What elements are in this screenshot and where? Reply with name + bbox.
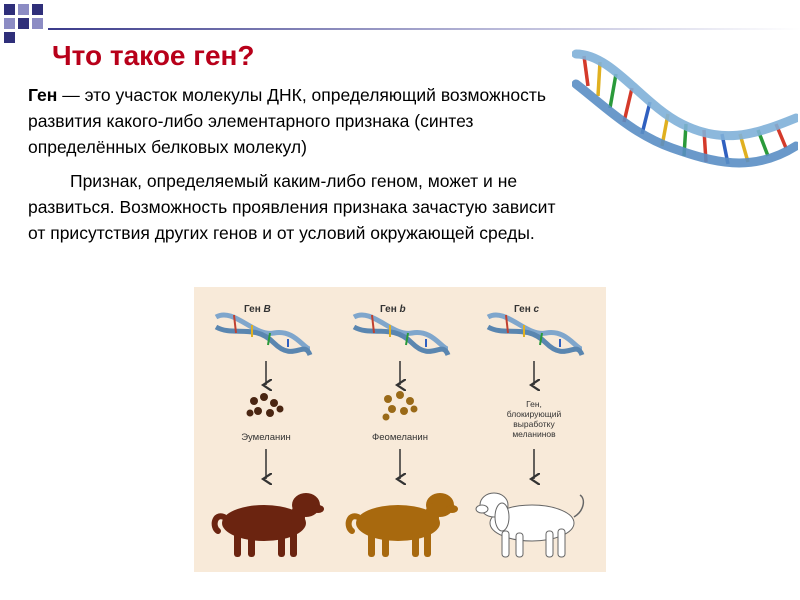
dna-helix-icon (354, 315, 448, 355)
header-square-1 (4, 4, 15, 15)
eumelanin-granules-icon (247, 393, 284, 417)
term-gene: Ген (28, 85, 58, 105)
blocking-gene-label: Ген, блокирующий выработку меланинов (506, 399, 562, 439)
header-square-4 (4, 18, 15, 29)
header-line (48, 28, 800, 30)
white-dog-icon (476, 493, 583, 557)
header-square-7 (4, 32, 15, 43)
definition-paragraph (28, 82, 573, 160)
pheomelanin-granules-icon (383, 391, 418, 421)
dna-helix-icon (488, 315, 582, 355)
header-square-2 (18, 4, 29, 15)
golden-dog-icon (349, 493, 458, 557)
dna-helix-icon (216, 315, 310, 355)
header-square-6 (32, 18, 43, 29)
dna-helix-image (572, 44, 798, 194)
definition-text: — это участок молекулы ДНК, определяющий возможность развития какого-либо элементарного признака (синтез определённых белковых молекул) (28, 85, 547, 157)
pigment-label-eumelanin: Эумеланин (241, 432, 291, 443)
gene-label-B: Ген B (244, 304, 271, 315)
gene-label-b: Ген b (380, 304, 406, 315)
header-square-3 (32, 4, 43, 15)
page-title: Что такое ген? (52, 40, 255, 71)
dark-brown-dog-icon (215, 493, 324, 557)
pigment-label-pheomelanin: Феомеланин (372, 432, 428, 443)
header-square-5 (18, 18, 29, 29)
trait-paragraph: Признак, определяемый каким-либо геном, может и не развиться. Возможность проявления признака зачастую зависит от присутствия других генов и от условий окружающей среды. (28, 171, 556, 243)
gene-diagram (194, 287, 606, 572)
gene-label-c: Ген c (514, 304, 540, 315)
